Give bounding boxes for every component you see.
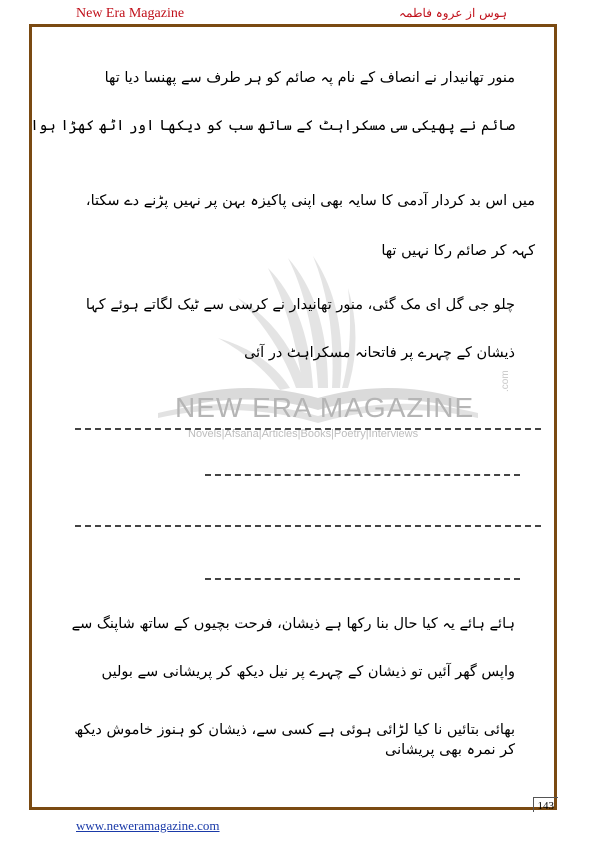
paragraph-3: میں اس بد کردار آدمی کا سایہ بھی اپنی پاکیزہ بہن پر نہیں پڑنے دے سکتا، کہہ کر صائم رکا نہیں تھا xyxy=(85,193,535,259)
watermark-tagline: Novels|Afsana|Articles|Books|Poetry|Interviews xyxy=(188,428,419,440)
page-header xyxy=(0,4,595,24)
dashed-separator xyxy=(205,474,520,476)
paragraph-1: منور تھانیدار نے انصاف کے نام پہ صائم کو ہر طرف سے پھنسا دیا تھا xyxy=(104,70,515,86)
watermark-title: NEW ERA MAGAZINE xyxy=(175,392,475,423)
page-number: 143 xyxy=(533,797,559,812)
watermark-suffix: .com xyxy=(500,370,511,392)
magazine-title: New Era Magazine xyxy=(76,6,185,21)
website-link[interactable]: www.neweramagazine.com xyxy=(76,818,220,833)
dashed-separator xyxy=(205,578,520,580)
dashed-separator xyxy=(75,525,541,527)
dashed-separator xyxy=(75,428,541,430)
author-line: ہوس از عروہ فاطمہ xyxy=(399,6,507,20)
paragraph-7: بھائی بتائیں نا کیا لڑائی ہوئی ہے کسی سے، ذیشان کو ہنوز خاموش دیکھ کر نمرہ بھی پریشانی xyxy=(74,722,515,758)
paragraph-6: ہائے ہائے یہ کیا حال بنا رکھا ہے ذیشان، فرحت بچیوں کے ساتھ شاپنگ سے واپس گھر آئیں تو ذیشان کے چہرے پر نیل دیکھ کر پریشانی سے بولیں xyxy=(71,616,515,680)
paragraph-4: چلو جی گل ای مک گئی، منور تھانیدار نے کرسی سے ٹیک لگاتے ہوئے کہا xyxy=(85,297,515,313)
paragraph-2: صائم نے پھیکی سی مسکراہٹ کے ساتھ سب کو دیکھا اور اٹھ کھڑا ہوا xyxy=(30,118,515,134)
paragraph-5: ذیشان کے چہرے پر فاتحانہ مسکراہٹ در آئی xyxy=(244,345,515,361)
